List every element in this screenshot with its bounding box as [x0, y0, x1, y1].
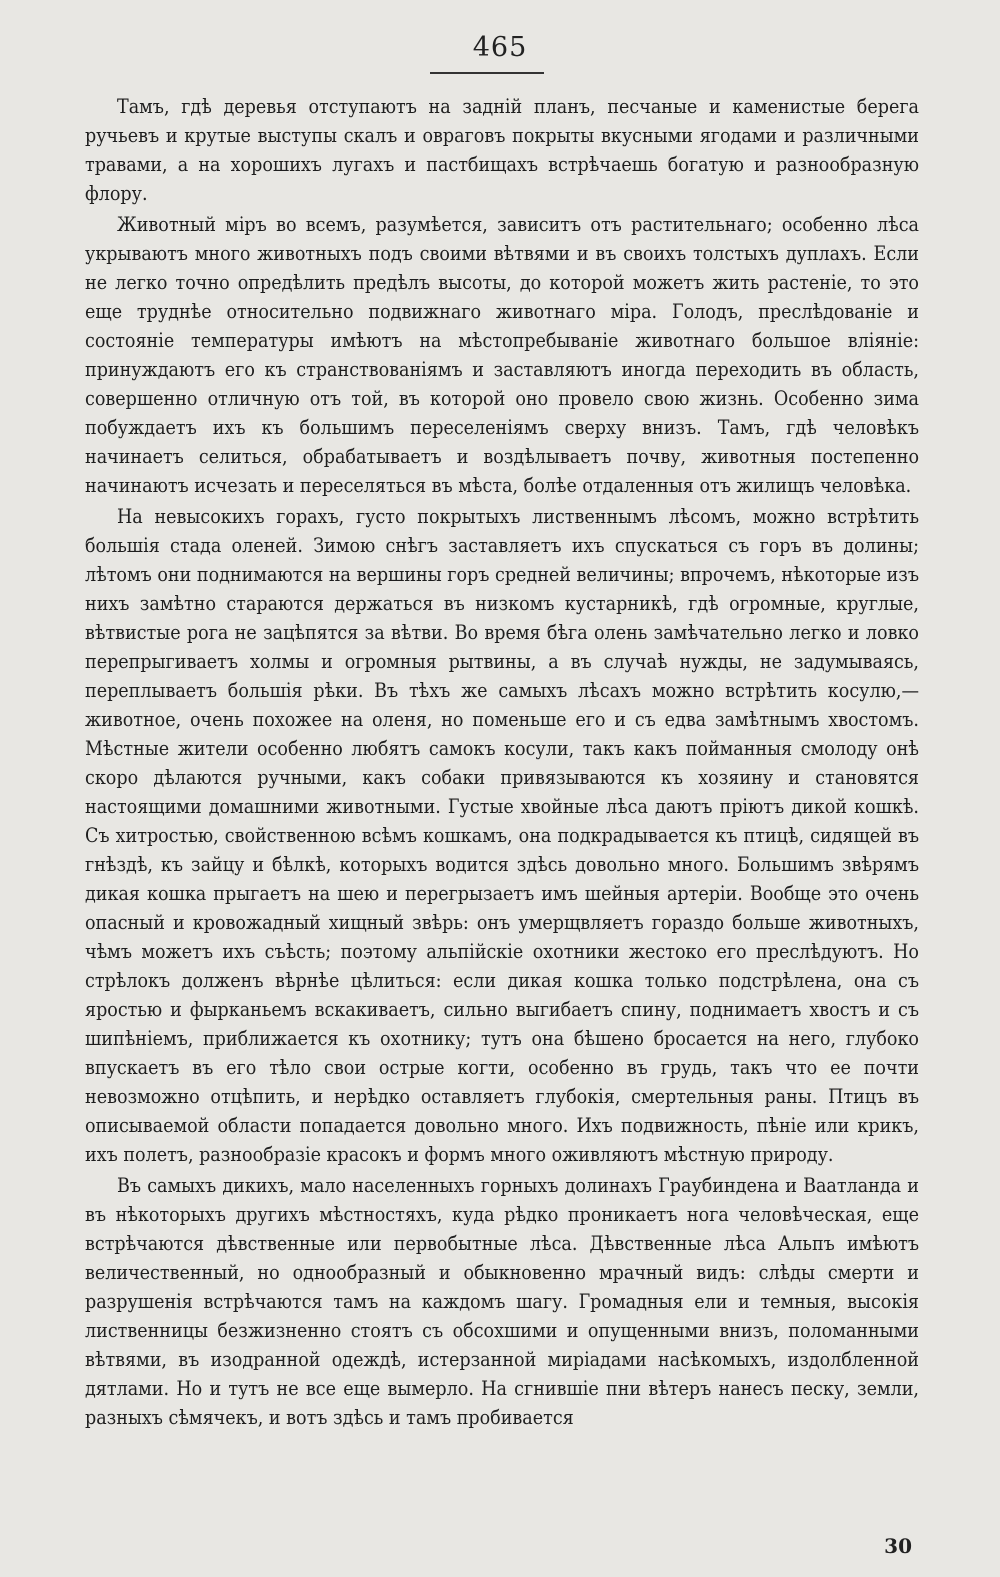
signature-mark: 30 — [884, 1534, 912, 1558]
paragraph-2: Животный міръ во всемъ, разумѣется, зависитъ отъ растительнаго; особенно лѣса укрываютъ много животныхъ подъ своими вѣтвями и въ своихъ толстыхъ дуплахъ. Если не легко точно опредѣлить предѣлъ высоты, до которой можетъ жить растеніе, то это еще труднѣе относительно подвижнаго животнаго міра. Голодъ, преслѣдованіе и состояніе температуры имѣютъ на мѣстопребываніе животнаго большое вліяніе: принуждаютъ его къ странствованіямъ и заставляютъ иногда переходить въ область, совершенно отличную отъ той, въ которой оно провело свою жизнь. Особенно зима побуждаетъ ихъ къ большимъ переселеніямъ сверху внизъ. Тамъ, гдѣ человѣкъ начинаетъ селиться, обрабатываетъ и воздѣлываетъ почву, животныя постепенно начинаютъ исчезать и переселяться въ мѣста, болѣе отдаленныя отъ жилищъ человѣка. — [85, 213, 919, 497]
body-text — [85, 92, 919, 1432]
header-rule — [430, 72, 544, 74]
paragraph-3: На невысокихъ горахъ, густо покрытыхъ лиственнымъ лѣсомъ, можно встрѣтить большія стада оленей. Зимою снѣгъ заставляетъ ихъ спускаться съ горъ въ долины; лѣтомъ они поднимаются на вершины горъ средней величины; впрочемъ, нѣкоторые изъ нихъ замѣтно стараются держаться въ низкомъ кустарникѣ, гдѣ огромные, круглые, вѣтвистые рога не зацѣпятся за вѣтви. Во время бѣга олень замѣчательно легко и ловко перепрыгиваетъ холмы и огромныя рытвины, а въ случаѣ нужды, не задумываясь, переплываетъ большія рѣки. Въ тѣхъ же самыхъ лѣсахъ можно встрѣтить косулю,—животное, очень похожее на оленя, но поменьше его и съ едва замѣтнымъ хвостомъ. Мѣстные жители особенно любятъ самокъ косули, такъ какъ пойманныя смолоду онѣ скоро дѣлаются ручными, какъ собаки привязываются къ хозяину и становятся настоящими домашними животными. Густые хвойные лѣса даютъ пріютъ дикой кошкѣ. Съ хитростью, свойственною всѣмъ кошкамъ, она подкрадывается къ птицѣ, сидящей въ гнѣздѣ, къ зайцу и бѣлкѣ, которыхъ водится здѣсь довольно много. Большимъ звѣрямъ дикая кошка прыгаетъ на шею и перегрызаетъ имъ шейныя артеріи. Вообще это очень опасный и кровожадный хищный звѣрь: онъ умерщвляетъ гораздо больше животныхъ, чѣмъ можетъ ихъ съѣсть; поэтому альпійскіе охотники жестоко его преслѣдуютъ. Но стрѣлокъ долженъ вѣрнѣе цѣлиться: если дикая кошка только подстрѣлена, она съ яростью и фырканьемъ вскакиваетъ, сильно выгибаетъ спину, поднимаетъ хвостъ и съ шипѣніемъ, приближается къ охотнику; тутъ она бѣшено бросается на него, глубоко впускаетъ въ его тѣло свои острые когти, особенно въ грудь, такъ что ее почти невозможно отцѣпить, и нерѣдко оставляетъ глубокія, смертельныя раны. Птицъ въ описываемой области попадается довольно много. Ихъ подвижность, пѣніе или крикъ, ихъ полетъ, разнообразіе красокъ и формъ много оживляютъ мѣстную природу. — [85, 505, 919, 1166]
page-number: 465 — [472, 32, 528, 63]
paragraph-4: Въ самыхъ дикихъ, мало населенныхъ горныхъ долинахъ Граубиндена и Ваатланда и въ нѣкоторыхъ другихъ мѣстностяхъ, куда рѣдко проникаетъ нога человѣческая, еще встрѣчаются дѣвственные или первобытные лѣса. Дѣвственные лѣса Альпъ имѣютъ величественный, но однообразный и обыкновенно мрачный видъ: слѣды смерти и разрушенія встрѣчаются тамъ на каждомъ шагу. Громадныя ели и темныя, высокія лиственницы безжизненно стоятъ съ обсохшими и опущенными внизъ, поломанными вѣтвями, въ изодранной одеждѣ, истерзанной миріадами насѣкомыхъ, издолбленной дятлами. Но и тутъ не все еще вымерло. На сгнившіе пни вѣтеръ нанесъ песку, земли, разныхъ сѣмячекъ, и вотъ здѣсь и тамъ пробивается — [85, 1174, 919, 1429]
paragraph-1: Тамъ, гдѣ деревья отступаютъ на задній планъ, песчаные и каменистые берега ручьевъ и крутые выступы скалъ и овраговъ покрыты вкусными ягодами и различными травами, а на хорошихъ лугахъ и пастбищахъ встрѣчаешь богатую и разнообразную флору. — [85, 95, 919, 205]
